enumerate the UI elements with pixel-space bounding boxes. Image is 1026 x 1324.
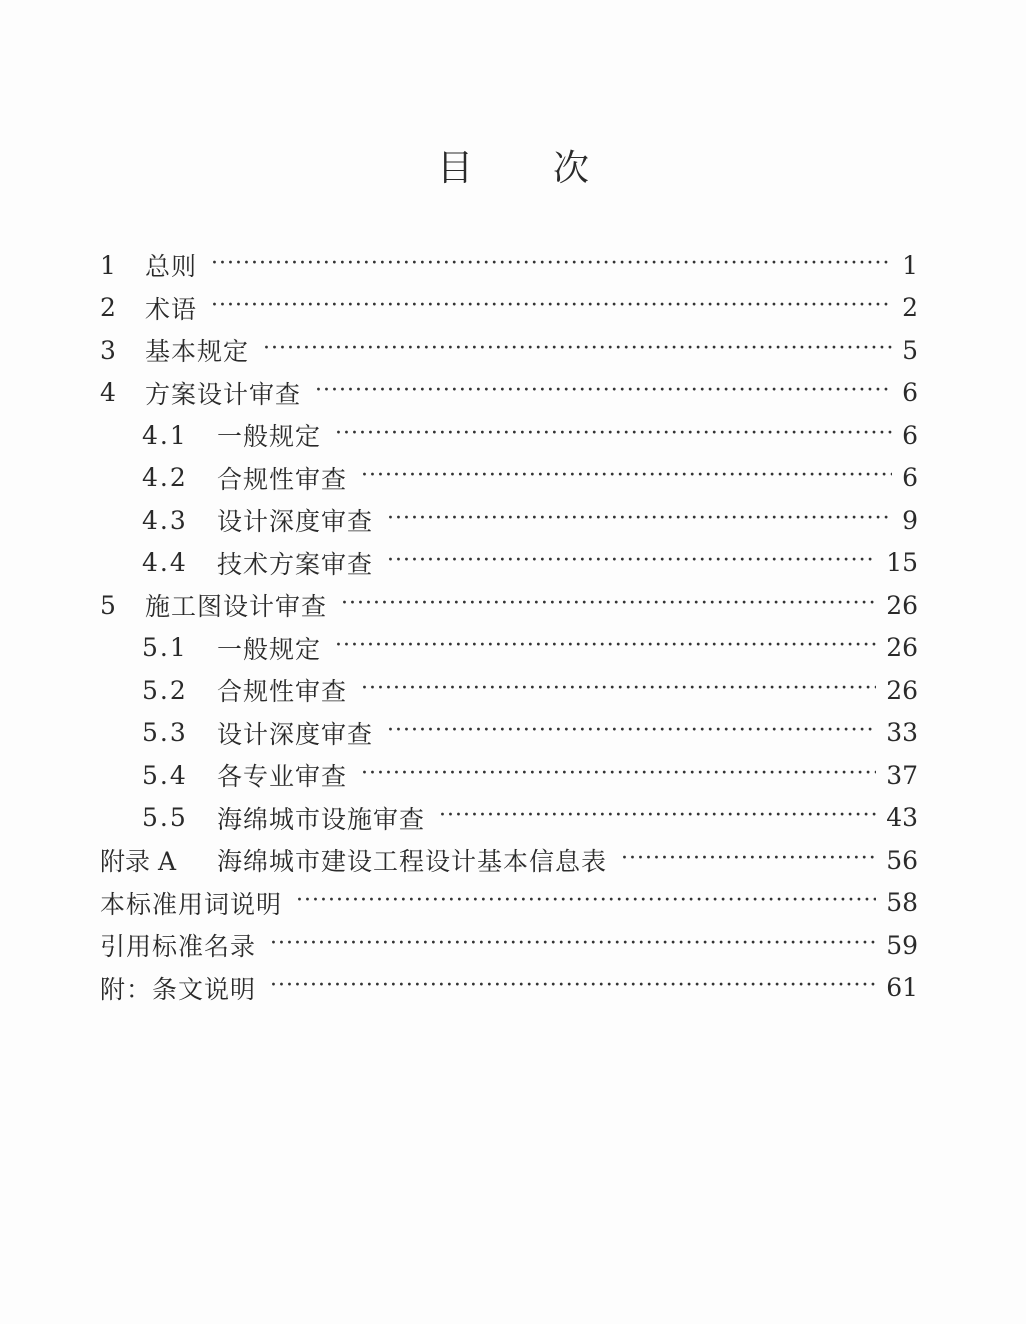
toc-leader-dots	[270, 975, 876, 1000]
toc-entry-page: 59	[886, 930, 918, 960]
toc-entry-number: 5.4	[142, 760, 188, 790]
toc-leader-dots	[263, 338, 892, 363]
toc-entry-number: 5.1	[142, 633, 188, 663]
toc-leader-dots	[387, 508, 892, 533]
toc-entry-page: 6	[902, 420, 918, 450]
toc-entry-page: 43	[886, 803, 918, 833]
toc-entry-page: 26	[886, 633, 918, 663]
page-title	[0, 140, 1026, 191]
toc-entry-label: 设计深度审查	[217, 719, 374, 749]
toc-entry-number: 5.3	[142, 718, 188, 748]
toc-entry-page: 26	[886, 590, 918, 620]
toc-entry-label: 合规性审查	[217, 464, 348, 494]
toc-entry[interactable]	[100, 329, 918, 372]
toc-entry-appendix[interactable]	[100, 839, 918, 882]
toc-entry[interactable]	[100, 414, 918, 457]
toc-leader-dots	[211, 253, 892, 278]
toc-entry[interactable]	[100, 584, 918, 627]
toc-leader-dots	[270, 933, 876, 958]
toc-entry[interactable]	[100, 754, 918, 797]
toc-entry-number: 4.2	[142, 463, 188, 493]
toc-entry-label: 附：条文说明	[100, 974, 257, 1004]
toc-entry-number: 附录 A	[100, 847, 177, 877]
toc-entry-page: 15	[886, 548, 918, 578]
toc-entry-number: 1	[100, 250, 116, 280]
toc-entry-page: 2	[902, 293, 918, 323]
toc-entry-page: 58	[886, 888, 918, 918]
toc-entry-page: 37	[886, 760, 918, 790]
toc-leader-dots	[439, 805, 876, 830]
title-char-1: 目	[436, 148, 473, 189]
toc-leader-dots	[387, 720, 876, 745]
toc-entry-label: 施工图设计审查	[145, 592, 328, 622]
toc-leader-dots	[387, 550, 876, 575]
toc-entry-page: 56	[886, 845, 918, 875]
toc-entry[interactable]	[100, 542, 918, 585]
toc-entry-label: 海绵城市建设工程设计基本信息表	[217, 847, 608, 877]
toc-leader-dots	[335, 635, 876, 660]
toc-entry-label: 海绵城市设施审查	[217, 804, 426, 834]
toc-leader-dots	[621, 848, 876, 873]
toc-entry-number: 4.3	[142, 505, 188, 535]
toc-entry[interactable]	[100, 669, 918, 712]
toc-entry-number: 2	[100, 293, 116, 323]
toc-entry[interactable]	[100, 924, 918, 967]
toc-entry-page: 6	[902, 463, 918, 493]
toc-entry-label: 各专业审查	[217, 762, 348, 792]
toc-entry-label: 本标准用词说明	[100, 889, 283, 919]
toc-entry-number: 3	[100, 335, 116, 365]
toc-entry[interactable]	[100, 372, 918, 415]
toc-entry-page: 33	[886, 718, 918, 748]
toc-entry[interactable]	[100, 499, 918, 542]
toc-entry-label: 基本规定	[145, 337, 250, 367]
toc-entry-number: 5.5	[142, 803, 188, 833]
toc-entry-number: 5	[100, 590, 116, 620]
toc-entry-label: 一般规定	[217, 634, 322, 664]
toc-entry-label: 技术方案审查	[217, 549, 374, 579]
toc-entry-label: 术语	[145, 294, 198, 324]
toc-leader-dots	[361, 763, 876, 788]
toc-leader-dots	[211, 295, 892, 320]
toc-entry[interactable]	[100, 287, 918, 330]
toc-entry-page: 6	[902, 378, 918, 408]
toc-entry-label: 总则	[145, 252, 198, 282]
toc-entry[interactable]	[100, 797, 918, 840]
toc-entry-label: 设计深度审查	[217, 507, 374, 537]
table-of-contents	[100, 244, 918, 1009]
toc-entry-label: 引用标准名录	[100, 932, 257, 962]
toc-entry[interactable]	[100, 627, 918, 670]
toc-entry-number: 5.2	[142, 675, 188, 705]
toc-entry[interactable]	[100, 882, 918, 925]
toc-entry-label: 合规性审查	[217, 677, 348, 707]
toc-entry-number: 4	[100, 378, 116, 408]
toc-entry-page: 5	[902, 335, 918, 365]
toc-leader-dots	[335, 423, 892, 448]
toc-entry-page: 9	[902, 505, 918, 535]
toc-entry-number: 4.1	[142, 420, 188, 450]
toc-entry-label: 方案设计审查	[145, 379, 302, 409]
toc-entry-page: 1	[902, 250, 918, 280]
toc-leader-dots	[341, 593, 876, 618]
toc-entry-page: 61	[886, 973, 918, 1003]
toc-entry[interactable]	[100, 457, 918, 500]
toc-entry-label: 一般规定	[217, 422, 322, 452]
title-char-2: 次	[553, 148, 590, 189]
toc-leader-dots	[361, 678, 876, 703]
toc-entry[interactable]	[100, 244, 918, 287]
toc-entry[interactable]	[100, 712, 918, 755]
toc-entry-page: 26	[886, 675, 918, 705]
toc-entry[interactable]	[100, 967, 918, 1010]
toc-entry-number: 4.4	[142, 548, 188, 578]
toc-leader-dots	[296, 890, 876, 915]
toc-leader-dots	[361, 465, 892, 490]
toc-leader-dots	[315, 380, 892, 405]
